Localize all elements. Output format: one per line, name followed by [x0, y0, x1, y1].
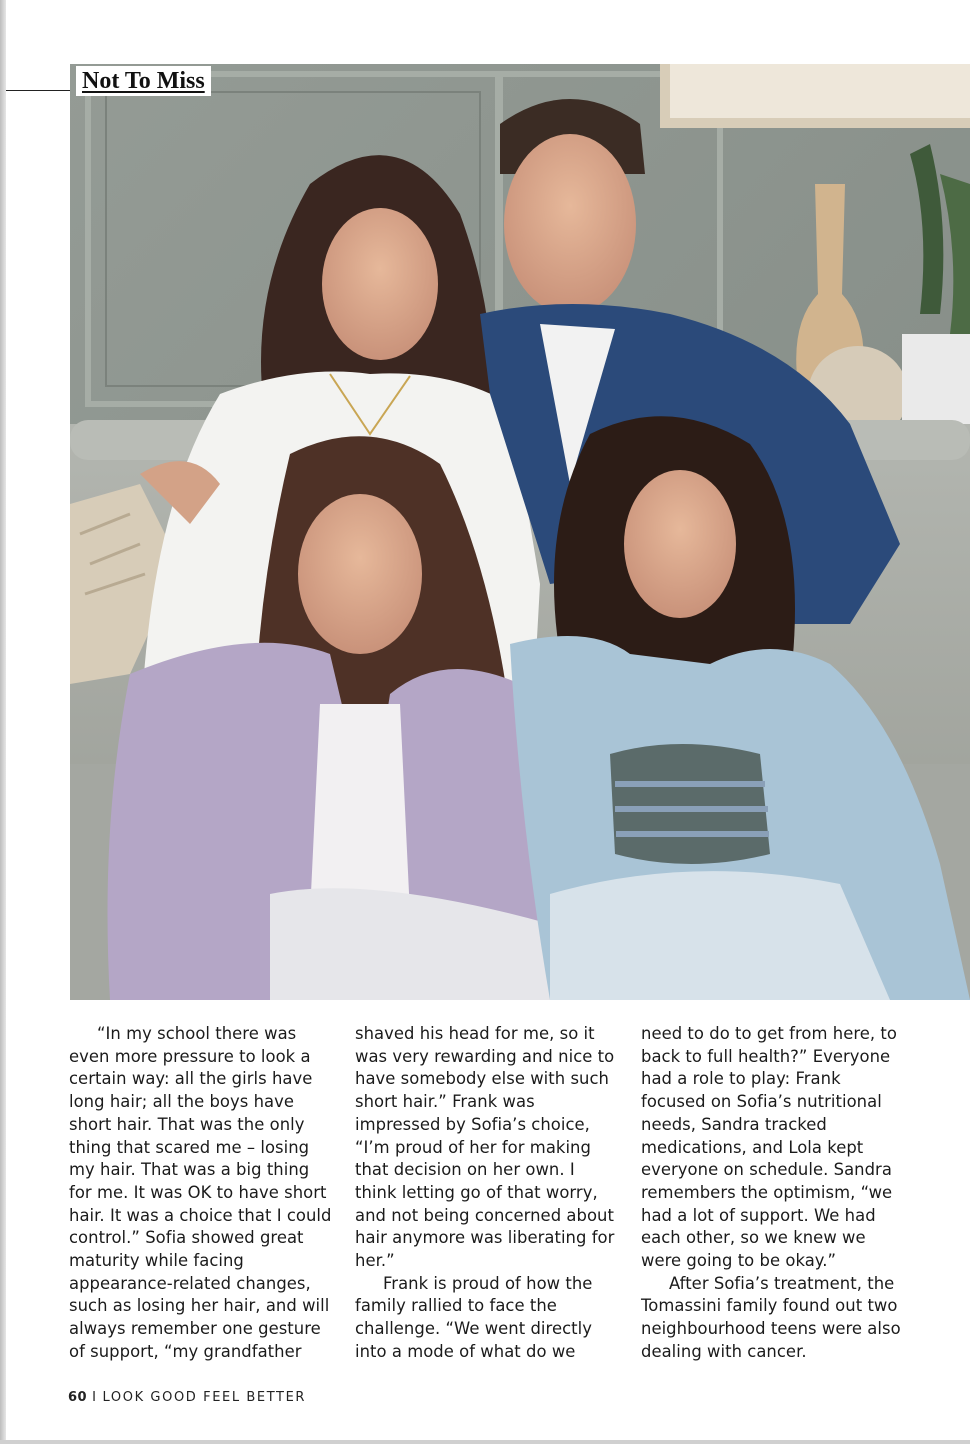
article-column-2 — [355, 1023, 621, 1364]
page-footer — [68, 1390, 306, 1405]
article-column-3 — [641, 1023, 907, 1364]
article-column-1 — [69, 1023, 335, 1364]
family-portrait-photo — [70, 64, 970, 1000]
article-paragraph: Frank is proud of how the family rallied to face the challenge. “We went directly into a mode of what do we — [355, 1273, 593, 1361]
section-label: Not To Miss — [76, 66, 211, 96]
section-rule — [6, 90, 74, 91]
publication-name: LOOK GOOD FEEL BETTER — [102, 1390, 307, 1405]
magazine-page — [6, 0, 970, 1444]
article-paragraph: need to do to get from here, to back to full health?” Everyone had a role to play: Frank focused on Sofia’s nutritional needs, Sandra tracked medications, and Lola kept everyone on schedule. Sandra remembers the optimism, “we had a lot of support. We had each other, so we knew we were going to be okay.” — [641, 1024, 897, 1271]
article-paragraph: After Sofia’s treatment, the Tomassini family found out two neighbourhood teens were also dealing with cancer. — [641, 1273, 901, 1361]
article-paragraph: shaved his head for me, so it was very rewarding and nice to have somebody else with such short hair.” Frank was impressed by Sofia’s choice, “I’m proud of her for making that decision on her own. I think letting go of that worry, and not being concerned about hair anymore was liberating for her.” — [355, 1024, 615, 1271]
page-bottom-edge — [0, 1440, 970, 1444]
article-paragraph: “In my school there was even more pressure to look a certain way: all the girls have long hair; all the boys have short hair. That was the only thing that scared me – losing my hair. That was a big thing for me. It was OK to have short hair. It was a choice that I could control.” Sofia showed great maturity while facing appearance-related changes, such as losing her hair, and will always remember one gesture of support, “my grandfather — [69, 1024, 332, 1361]
footer-separator: I — [92, 1390, 98, 1405]
page-number: 60 — [68, 1390, 88, 1405]
